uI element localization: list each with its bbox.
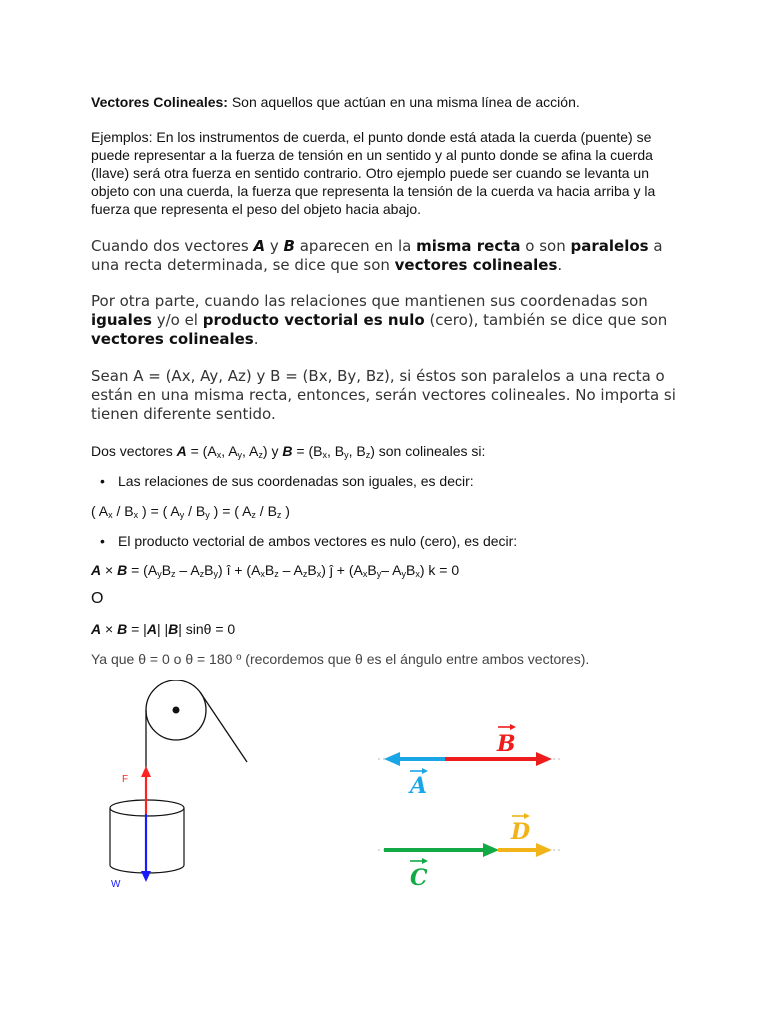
pulley-axle xyxy=(173,707,180,714)
vector-a-label: A xyxy=(410,773,428,799)
examples-paragraph: Ejemplos: En los instrumentos de cuerda, el punto donde está atada la cuerda (puente) se puede representar a la fuerza de tensión en un sentido y al punto donde se afina la cuerda (llave) será otra fuerza en sentido contrario. Otro ejemplo puede ser cuando se levanta un objeto con una cuerda, la fuerza que representa la tensión de la cuerda va hacia arriba y la fuerza que representa el peso del objeto hacia abajo. xyxy=(91,129,656,217)
magnitude-equation: A × B = |A| |B| sinθ = 0 xyxy=(91,621,236,637)
vector-c-label: C xyxy=(410,865,428,891)
force-arrowhead xyxy=(141,766,151,777)
weight-arrowhead xyxy=(141,871,151,882)
vector-d-label: D xyxy=(511,819,531,845)
vector-a-head xyxy=(384,752,400,766)
cross-product-equation: $A \times B = (A_yB_z - A_zB_y)$ î + $(A_xB_z - A_zB_x)$ ĵ + ($A_xB_y-$ $A_yB_x$) k = 0 xyxy=(91,562,460,579)
definition-term: Vectores Colineales: xyxy=(91,94,228,110)
angle-note: Ya que θ = 0 o θ = 180 º (recordemos que θ es el ángulo entre ambos vectores). xyxy=(91,651,590,667)
vector-d-head xyxy=(536,843,552,857)
vector-b-head xyxy=(536,752,552,766)
vector-c-head xyxy=(483,843,499,857)
or-label: O xyxy=(91,590,104,607)
conditions-intro: Dos vectores $A = (A_x$, $A_y$, $A_z$) y $B = (B_x$, $B_y$, $B_z$) son colineales si: xyxy=(91,443,486,460)
bullet-coordinates: • Las relaciones de sus coordenadas son iguales, es decir: xyxy=(118,472,474,490)
vectors-figure xyxy=(370,715,570,895)
definition-paragraph xyxy=(91,93,691,111)
ratio-equation: ( $A_x / B_x$ ) = ( $A_y / B_y$ ) = ( $A_z / B_z$ ) xyxy=(91,503,290,520)
coordinates-paragraph: Por otra parte, cuando las relaciones que mantienen sus coordenadas son iguales y/o el producto vectorial es nulo (cero), también se dice que son vectores colineales. xyxy=(91,292,668,348)
pulley-figure xyxy=(100,680,270,900)
weight-label: W xyxy=(111,879,121,890)
rope-right xyxy=(200,692,247,762)
force-label: F xyxy=(122,774,129,785)
parallel-paragraph: Sean A = (Ax, Ay, Az) y B = (Bx, By, Bz), si éstos son paralelos a una recta o están en una misma recta, entonces, serán vectores colineales. No importa si tienen diferente sentido. xyxy=(91,367,676,423)
definition-text: Son aquellos que actúan en una misma línea de acción. xyxy=(227,94,580,110)
bullet-cross-product: • El producto vectorial de ambos vectores es nulo (cero), es decir: xyxy=(118,532,517,550)
vector-b-label: B xyxy=(497,731,516,757)
collinear-paragraph: Cuando dos vectores A y B aparecen en la misma recta o son paralelos a una recta determinada, se dice que son vectores colineales. xyxy=(91,237,663,274)
